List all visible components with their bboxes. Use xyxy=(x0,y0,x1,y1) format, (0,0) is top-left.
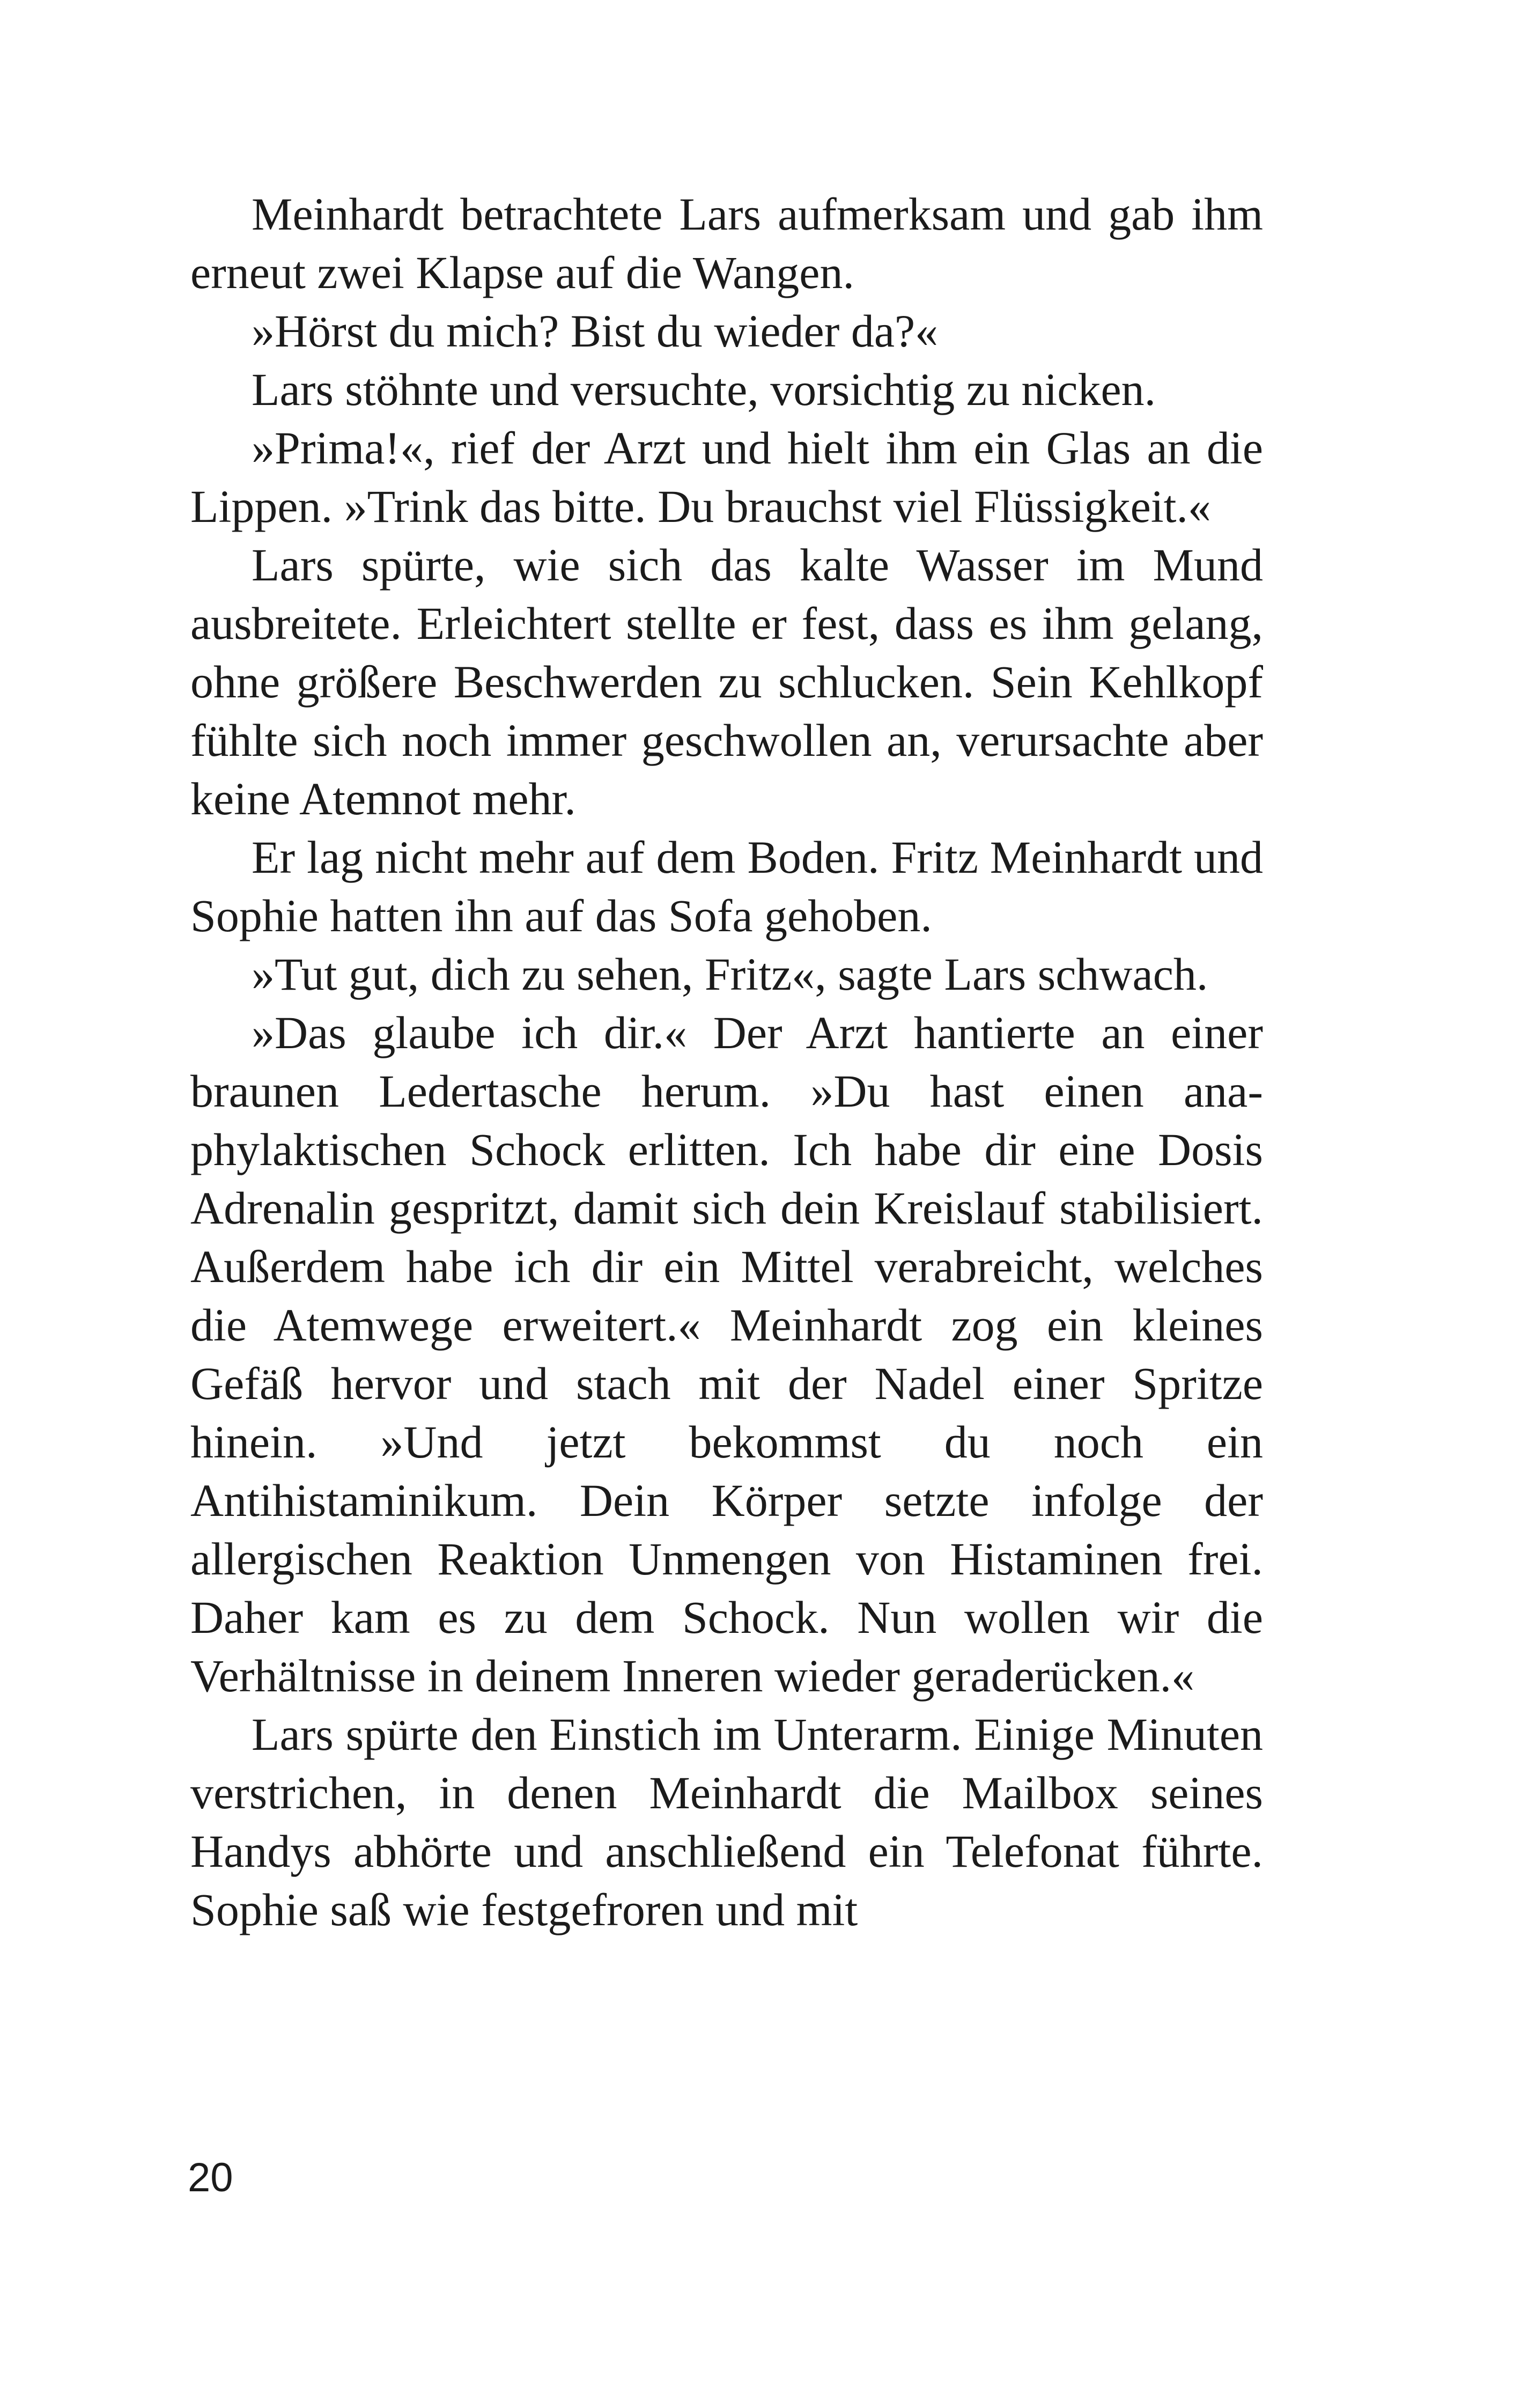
paragraph-5: Lars spürte, wie sich das kalte Wasser im Mund ausbreitete. Erleichtert stellte er fest, dass es ihm gelang, ohne größere Beschwerden zu schlucken. Sein Kehlkopf fühlte sich noch immer geschwollen an, verursachte aber keine Atemnot mehr. xyxy=(190,539,1263,824)
paragraph-9: Lars spürte den Einstich im Unterarm. Einige Minuten verstrichen, in denen Meinhardt die Mailbox seines Handys abhörte und anschließend ein Telefonat führte. Sophie saß wie festgefroren und mit xyxy=(190,1709,1263,1935)
paragraph-2: »Hörst du mich? Bist du wieder da?« xyxy=(252,305,939,357)
body-text xyxy=(190,185,1263,1939)
page-number: 20 xyxy=(188,2155,233,2200)
paragraph-6: Er lag nicht mehr auf dem Boden. Fritz Meinhardt und Sophie hatten ihn auf das Sofa gehoben. xyxy=(190,831,1263,941)
paragraph-3: Lars stöhnte und versuchte, vorsichtig zu nicken. xyxy=(252,364,1156,415)
paragraph-4: »Prima!«, rief der Arzt und hielt ihm ein Glas an die Lippen. »Trink das bitte. Du brauchst viel Flüssigkeit.« xyxy=(190,422,1263,532)
paragraph-8: »Das glaube ich dir.« Der Arzt hantierte an einer braunen Ledertasche herum. »Du hast einen anaphylaktischen Schock erlitten. Ich habe dir eine Dosis Adrenalin gespritzt, damit sich dein Kreislauf stabilisiert. Außerdem habe ich dir ein Mittel verabreicht, welches die Atemwege erweitert.« Meinhardt zog ein kleines Gefäß hervor und stach mit der Nadel einer Spritze hinein. »Und jetzt bekommst du noch ein Antihistaminikum. Dein Körper setzte infolge der allergischen Reaktion Unmengen von Histaminen frei. Daher kam es zu dem Schock. Nun wollen wir die Verhältnisse in deinem Inneren wieder geraderücken.« xyxy=(190,1007,1263,1702)
paragraph-1: Meinhardt betrachtete Lars aufmerksam und gab ihm erneut zwei Klapse auf die Wangen. xyxy=(190,188,1263,298)
paragraph-7: »Tut gut, dich zu sehen, Fritz«, sagte Lars schwach. xyxy=(252,948,1208,1000)
